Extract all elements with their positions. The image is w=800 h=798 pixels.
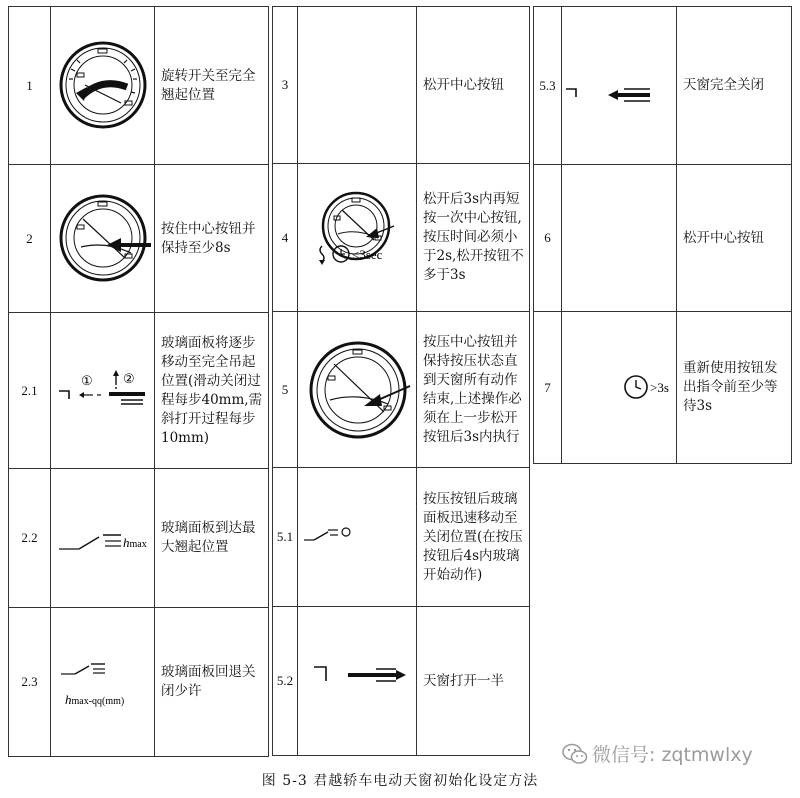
knob-press-hold-figure: [298, 312, 417, 468]
step-description: 按压中心按钮并保持按压状态直到天窗所有动作结束,上述操作必须在上一步松开按钮后3s内执行: [417, 312, 530, 468]
step-description: 天窗打开一半: [417, 607, 530, 756]
step-description: 按压按钮后玻璃面板迅速移动至关闭位置(在按压按钮后4s内玻璃开始动作): [417, 468, 530, 607]
step-number: 7: [534, 312, 562, 464]
steps-table-col3: [533, 6, 792, 464]
table-row: [9, 313, 269, 469]
table-row: [9, 608, 269, 757]
steps-table-col2: [272, 6, 530, 756]
knob-press-figure: [51, 165, 155, 313]
step-description: 按住中心按钮并保持至少8s: [155, 165, 269, 313]
table-row: [9, 7, 269, 165]
step-number: 2: [9, 165, 51, 313]
clock-wait-figure: [562, 312, 677, 464]
step-description: 重新使用按钮发出指令前至少等待3s: [677, 312, 792, 464]
marker-2: ②: [123, 371, 135, 386]
step-number: 2.1: [9, 313, 51, 469]
stepwise-tilt-figure: [51, 313, 155, 469]
tilt-back-figure: [51, 608, 155, 757]
empty-figure: [562, 165, 677, 312]
step-description: 松开后3s内再短按一次中心按钮,按压时间必须小于2s,松开按钮不多于3s: [417, 164, 530, 312]
step-description: 天窗完全关闭: [677, 7, 792, 165]
table-row: [273, 312, 530, 468]
table-row: [273, 164, 530, 312]
watermark-text: 微信号: zqtmwlxy: [592, 744, 753, 766]
tilt-max-figure: [51, 469, 155, 608]
step-number: 4: [273, 164, 298, 312]
close-fast-figure: [298, 468, 417, 607]
time-limit-label: <3sec: [352, 247, 383, 262]
step-number: 2.3: [9, 608, 51, 757]
step-number: 6: [534, 165, 562, 312]
step-description: 玻璃面板回退关闭少许: [155, 608, 269, 757]
step-description: 玻璃面板将逐步移动至完全吊起位置(滑动关闭过程每步40mm,需斜打开过程每步10mm): [155, 313, 269, 469]
knob-turn-figure: [51, 7, 155, 165]
watermark: [562, 740, 753, 767]
step-number: 3: [273, 7, 298, 164]
steps-table-col1: [8, 6, 269, 757]
step-description: 松开中心按钮: [677, 165, 792, 312]
table-row: [273, 7, 530, 164]
wechat-icon: [562, 743, 588, 765]
wait-time-label: >3s: [650, 380, 669, 395]
step-number: 5.2: [273, 607, 298, 756]
hmax-label: hmax: [123, 535, 147, 550]
full-close-figure: [562, 7, 677, 165]
table-row: [273, 607, 530, 756]
step-number: 2.2: [9, 469, 51, 608]
table-row: [273, 468, 530, 607]
empty-figure: [298, 7, 417, 164]
hmax-qq-label: hmax-qq(mm): [65, 692, 125, 707]
table-row: [9, 165, 269, 313]
step-number: 1: [9, 7, 51, 165]
step-number: 5: [273, 312, 298, 468]
knob-short-press-figure: [298, 164, 417, 312]
step-description: 玻璃面板到达最大翘起位置: [155, 469, 269, 608]
step-description: 松开中心按钮: [417, 7, 530, 164]
table-row: [534, 7, 792, 165]
step-description: 旋转开关至完全翘起位置: [155, 7, 269, 165]
table-row: [9, 469, 269, 608]
marker-1: ①: [81, 373, 93, 388]
open-half-figure: [298, 607, 417, 756]
step-number: 5.1: [273, 468, 298, 607]
figure-caption: 图 5-3 君越轿车电动天窗初始化设定方法: [261, 773, 539, 789]
step-number: 5.3: [534, 7, 562, 165]
table-row: [534, 312, 792, 464]
table-row: [534, 165, 792, 312]
